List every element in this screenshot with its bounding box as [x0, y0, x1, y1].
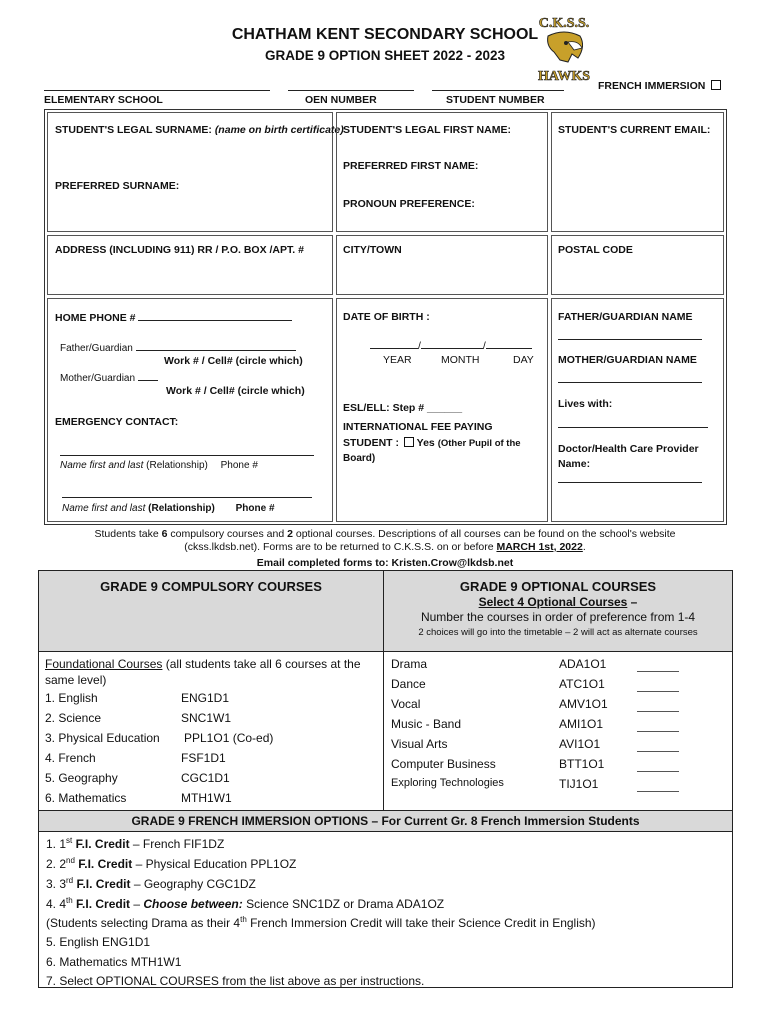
emergency-contact-1-line[interactable]	[60, 455, 314, 456]
compulsory-course-name: 3. Physical Education	[45, 731, 160, 745]
ckss-hawks-logo	[534, 14, 594, 84]
optional-heading: GRADE 9 OPTIONAL COURSES	[459, 579, 657, 594]
student-number-line[interactable]	[432, 90, 564, 91]
optional-course-code: BTT1O1	[559, 757, 605, 771]
city-town-label: CITY/TOWN	[343, 244, 402, 256]
optional-preference-field[interactable]	[637, 771, 679, 772]
fi-credit-2: 2. 2nd F.I. Credit – Physical Education PPL1OZ	[46, 856, 297, 871]
mother-guardian-field[interactable]	[138, 371, 158, 381]
preferred-surname-label: PREFERRED SURNAME:	[55, 180, 180, 192]
optional-course-name: Vocal	[391, 697, 421, 711]
optional-timetable-note: 2 choices will go into the timetable – 2 will act as alternate courses	[418, 627, 698, 638]
birth-status-cell[interactable]	[336, 298, 548, 522]
optional-course-name: Music - Band	[391, 717, 462, 731]
emergency-contact-label: EMERGENCY CONTACT:	[55, 416, 179, 428]
optional-course-name: Dance	[391, 677, 426, 691]
doctor-label-1: Doctor/Health Care Provider	[558, 443, 699, 455]
preferred-first-name-label: PREFERRED FIRST NAME:	[343, 160, 479, 172]
optional-course-code: AVI1O1	[559, 737, 601, 751]
fi-credit-3: 3. 3rd F.I. Credit – Geography CGC1DZ	[46, 876, 256, 891]
compulsory-course-name: 2. Science	[45, 711, 102, 725]
elementary-school-line[interactable]	[44, 90, 270, 91]
home-phone-label: HOME PHONE #	[55, 312, 136, 324]
french-immersion-checkbox[interactable]	[711, 80, 721, 90]
compulsory-heading: GRADE 9 COMPULSORY COURSES	[100, 579, 322, 594]
intl-yes-label: Yes	[416, 437, 435, 449]
father-guardian-label: Father/Guardian	[60, 343, 133, 354]
french-immersion-heading: GRADE 9 FRENCH IMMERSION OPTIONS – For Current Gr. 8 French Immersion Students	[39, 810, 732, 832]
email-cell[interactable]	[551, 112, 724, 232]
mother-guardian-name-label: MOTHER/GUARDIAN NAME	[558, 354, 697, 366]
compulsory-course-code: PPL1O1 (Co-ed)	[184, 731, 274, 745]
optional-course-code: ATC1O1	[559, 677, 605, 691]
fi-select-optional: 7. Select OPTIONAL COURSES from the list above as per instructions.	[46, 974, 425, 988]
doctor-label-2: Name:	[558, 458, 591, 470]
intl-student-label: STUDENT :	[343, 437, 399, 449]
emergency-1-name-label: Name first and last	[60, 460, 144, 471]
address-label: ADDRESS (INCLUDING 911) RR / P.O. BOX /APT. #	[55, 244, 304, 256]
compulsory-course-code: MTH1W1	[181, 791, 232, 805]
optional-course-code: ADA1O1	[559, 657, 607, 671]
optional-course-name: Drama	[391, 657, 428, 671]
compulsory-course-code: FSF1D1	[181, 751, 226, 765]
home-phone-field[interactable]	[138, 311, 292, 321]
optional-preference-field[interactable]	[637, 691, 679, 692]
optional-preference-field[interactable]	[637, 751, 679, 752]
hawk-eye	[564, 41, 568, 45]
optional-preference-field[interactable]	[637, 711, 679, 712]
compulsory-course-name: 4. French	[45, 751, 96, 765]
foundational-courses-label: Foundational Courses	[45, 657, 163, 671]
compulsory-course-name: 6. Mathematics	[45, 791, 127, 805]
legal-surname-note: (name on birth certificate)	[214, 124, 344, 136]
logo-bottom-text: HAWKS	[537, 69, 591, 84]
mother-guardian-name-line[interactable]	[558, 382, 702, 383]
intl-yes-checkbox[interactable]	[404, 437, 414, 447]
mother-guardian-label: Mother/Guardian	[60, 373, 136, 384]
emergency-contact-2-line[interactable]	[62, 497, 312, 498]
postal-code-label: POSTAL CODE	[558, 244, 633, 256]
instructions-line-1: Students take 6 compulsory courses and 2 optional courses. Descriptions of all courses can be found on the school's website	[94, 528, 676, 540]
course-selection-table: GRADE 9 COMPULSORY COURSES GRADE 9 OPTIONAL COURSES Select 4 Optional Courses – Number the courses in order of preference from 1-4 2 choices will go into the timetable – 2 will act as alternate courses Foundational Courses (all students take all 6 courses at the same level) 1. English ENG1D1 2. Science SNC1W1 3. Physical Education PPL1O1 (Co-ed) 4. French FSF1D1 5. Geography CGC1D1 6. Mathematics MTH1W1 Drama ADA1O1 Dance ATC1O1 Vocal AMV1O1 Music - Band AMI1O1 Visual Arts AVI1O1 Computer Business BTT1O1 Exploring Technologies TIJ1O1 GRADE 9 FRENCH IMMERSION OPTIONS – For Current Gr. 8 French Immersion Students 1. 1st F.I. Credit – French FIF1DZ 2. 2nd F.I. Credit – Physical Education PPL1OZ 3. 3rd F.I. Credit – Geography CGC1DZ 4. 4th F.I. Credit – Choose between: Science SNC1DZ or Drama ADA1OZ (Students selecting Drama as their 4th French Immersion Credit will take their Science Credit in English) 5. English ENG1D1 6. Mathematics MTH1W1 7. Select OPTIONAL COURSES from the list above as per instructions.	[38, 570, 733, 988]
dob-month-label: MONTH	[441, 354, 480, 366]
doctor-name-line[interactable]	[558, 482, 702, 483]
first-name-cell[interactable]	[336, 112, 548, 232]
compulsory-course-code: SNC1W1	[181, 711, 232, 725]
email-instructions: Email completed forms to: Kristen.Crow@lkdsb.net	[256, 557, 514, 569]
guardian-cell[interactable]	[551, 298, 724, 522]
student-number-label: STUDENT NUMBER	[446, 94, 545, 106]
legal-first-name-label: STUDENT'S LEGAL FIRST NAME:	[343, 124, 511, 136]
optional-select-label: Select 4 Optional Courses	[478, 595, 628, 609]
mother-work-cell-label: Work # / Cell# (circle which)	[166, 385, 305, 397]
optional-course-code: AMV1O1	[559, 697, 608, 711]
father-guardian-name-line[interactable]	[558, 339, 702, 340]
legal-surname-label: STUDENT'S LEGAL SURNAME:	[55, 124, 212, 136]
optional-header: GRADE 9 OPTIONAL COURSES Select 4 Optional Courses – Number the courses in order of preference from 1-4 2 choices will go into the timetable – 2 will act as alternate courses	[384, 571, 732, 652]
sheet-title: GRADE 9 OPTION SHEET 2022 - 2023	[264, 48, 506, 63]
dob-year-label: YEAR	[383, 354, 412, 366]
french-immersion-option[interactable]	[598, 80, 721, 92]
compulsory-course-code: ENG1D1	[181, 691, 230, 705]
emergency-2-name-label: Name first and last	[62, 503, 146, 514]
address-cell[interactable]	[47, 235, 333, 295]
pronoun-preference-label: PRONOUN PREFERENCE:	[343, 198, 475, 210]
elementary-school-label: ELEMENTARY SCHOOL	[44, 94, 163, 106]
french-immersion-label: FRENCH IMMERSION	[598, 80, 706, 92]
date-of-birth-label: DATE OF BIRTH :	[343, 311, 430, 323]
fi-credit-1: 1. 1st F.I. Credit – French FIF1DZ	[46, 836, 225, 851]
school-name: CHATHAM KENT SECONDARY SCHOOL	[231, 26, 539, 43]
optional-number-note: Number the courses in order of preference from 1-4	[420, 610, 696, 624]
postal-code-cell[interactable]	[551, 235, 724, 295]
lives-with-label: Lives with:	[558, 398, 613, 410]
instructions-line-2: (ckss.lkdsb.net). Forms are to be returned to C.K.S.S. on or before MARCH 1st, 2022.	[184, 541, 586, 553]
optional-course-name: Exploring Technologies	[391, 777, 504, 789]
father-guardian-name-label: FATHER/GUARDIAN NAME	[558, 311, 693, 323]
optional-course-name: Visual Arts	[391, 737, 448, 751]
emergency-1-relationship-label: (Relationship)	[146, 460, 208, 471]
fi-english: 5. English ENG1D1	[46, 935, 151, 949]
optional-course-code: AMI1O1	[559, 717, 604, 731]
surname-cell[interactable]	[47, 112, 344, 232]
optional-preference-field[interactable]	[637, 671, 679, 672]
fi-drama-note: (Students selecting Drama as their 4th French Immersion Credit will take their Science Credit in English)	[46, 915, 596, 930]
emergency-2-phone-label: Phone #	[235, 503, 275, 514]
oen-number-label: OEN NUMBER	[305, 94, 377, 106]
lives-with-line[interactable]	[558, 427, 708, 428]
intl-other-label: (Other Pupil of the	[437, 438, 521, 449]
current-email-label: STUDENT'S CURRENT EMAIL:	[558, 124, 711, 136]
compulsory-header	[39, 571, 384, 652]
intl-fee-label: INTERNATIONAL FEE PAYING	[343, 421, 493, 433]
oen-number-line[interactable]	[288, 90, 414, 91]
father-guardian-field[interactable]	[136, 341, 296, 351]
optional-preference-field[interactable]	[637, 791, 679, 792]
compulsory-course-name: 1. English	[45, 691, 98, 705]
optional-course-code: TIJ1O1	[559, 777, 599, 791]
emergency-2-relationship-label: (Relationship)	[148, 503, 215, 514]
emergency-1-phone-label: Phone #	[220, 460, 258, 471]
dob-day-label: DAY	[513, 354, 534, 366]
optional-preference-field[interactable]	[637, 731, 679, 732]
father-work-cell-label: Work # / Cell# (circle which)	[164, 355, 303, 367]
esl-ell-label[interactable]: ESL/ELL: Step # ______	[343, 402, 463, 414]
fi-mathematics: 6. Mathematics MTH1W1	[46, 955, 182, 969]
compulsory-course-name: 5. Geography	[45, 771, 118, 785]
compulsory-course-code: CGC1D1	[181, 771, 230, 785]
dob-field[interactable]: / /	[370, 339, 532, 352]
student-info-form	[44, 109, 727, 525]
contact-cell[interactable]	[47, 298, 333, 522]
city-cell[interactable]	[336, 235, 548, 295]
logo-top-text: C.K.S.S.	[538, 16, 590, 31]
same-level-note: same level)	[45, 673, 107, 687]
fi-credit-4: 4. 4th F.I. Credit – Choose between: Science SNC1DZ or Drama ADA1OZ	[46, 896, 445, 911]
intl-board-label: Board)	[343, 453, 376, 464]
optional-course-name: Computer Business	[391, 757, 496, 771]
